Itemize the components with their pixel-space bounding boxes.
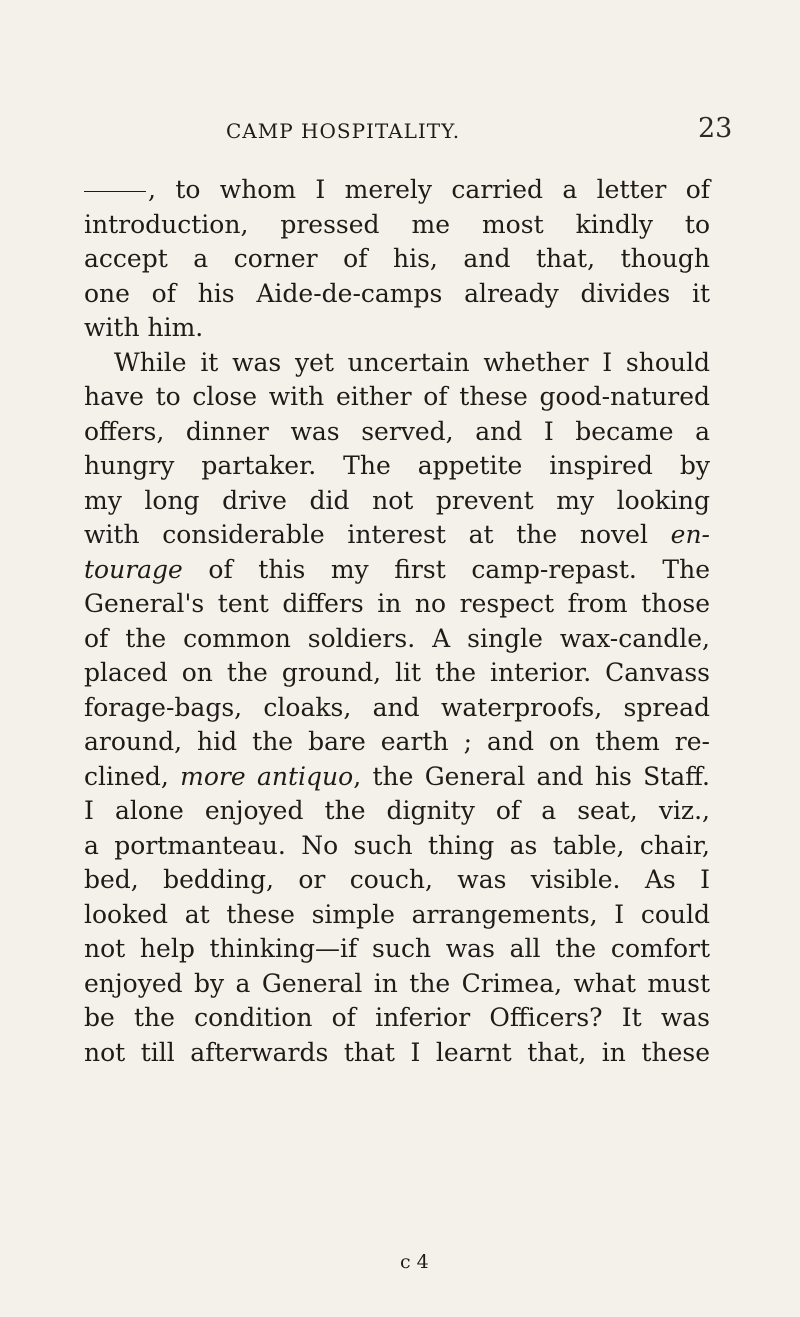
text-line: not help thinking—if such was all the comfort — [84, 934, 710, 963]
text-line: offers, dinner was served, and I became a — [84, 416, 710, 446]
text-line: I alone enjoyed the dignity of a seat, viz., — [84, 796, 710, 825]
text-line: , to whom I merely carried a letter of — [84, 173, 710, 208]
body-text — [84, 173, 710, 1070]
text-line: looked at these simple arrangements, I could — [84, 899, 710, 929]
text-line: not till afterwards that I learnt that, in these — [84, 1037, 710, 1067]
running-head — [0, 113, 800, 146]
text-line: enjoyed by a General in the Crimea, what must — [84, 968, 710, 998]
running-title: CAMP HOSPITALITY. — [226, 119, 461, 143]
signature-mark: c 4 — [400, 1251, 429, 1273]
text-line: hungry partaker. The appetite inspired by — [84, 451, 710, 480]
text-line: one of his Aide-de-camps already divides it — [84, 278, 710, 308]
text-line: with considerable interest at the novel en- — [84, 520, 710, 549]
text-line: While it was yet uncertain whether I should — [114, 347, 710, 377]
text-line: with him. — [84, 313, 204, 342]
text-line: be the condition of inferior Officers? It was — [84, 1003, 710, 1032]
text-line: tourage of this my first camp-repast. The — [84, 554, 710, 584]
text-line: General's tent differs in no respect from those — [84, 589, 710, 618]
text-line: have to close with either of these good-natured — [84, 382, 710, 411]
text-line: introduction, pressed me most kindly to — [84, 209, 710, 239]
text-line: my long drive did not prevent my looking — [84, 485, 710, 515]
text-line: accept a corner of his, and that, though — [84, 244, 710, 273]
text-line: forage-bags, cloaks, and waterproofs, spread — [84, 692, 710, 722]
text-line: around, hid the bare earth ; and on them re- — [84, 727, 710, 756]
text-line: of the common soldiers. A single wax-candle, — [84, 623, 710, 653]
text-line: a portmanteau. No such thing as table, chair, — [84, 830, 710, 860]
text-line: placed on the ground, lit the interior. Canvass — [84, 658, 710, 687]
text-line: clined, more antiquo, the General and his Staff. — [84, 761, 710, 791]
text-line: bed, bedding, or couch, was visible. As I — [84, 865, 710, 894]
em-dash-rule — [84, 191, 146, 192]
page-number: 23 — [698, 113, 733, 144]
